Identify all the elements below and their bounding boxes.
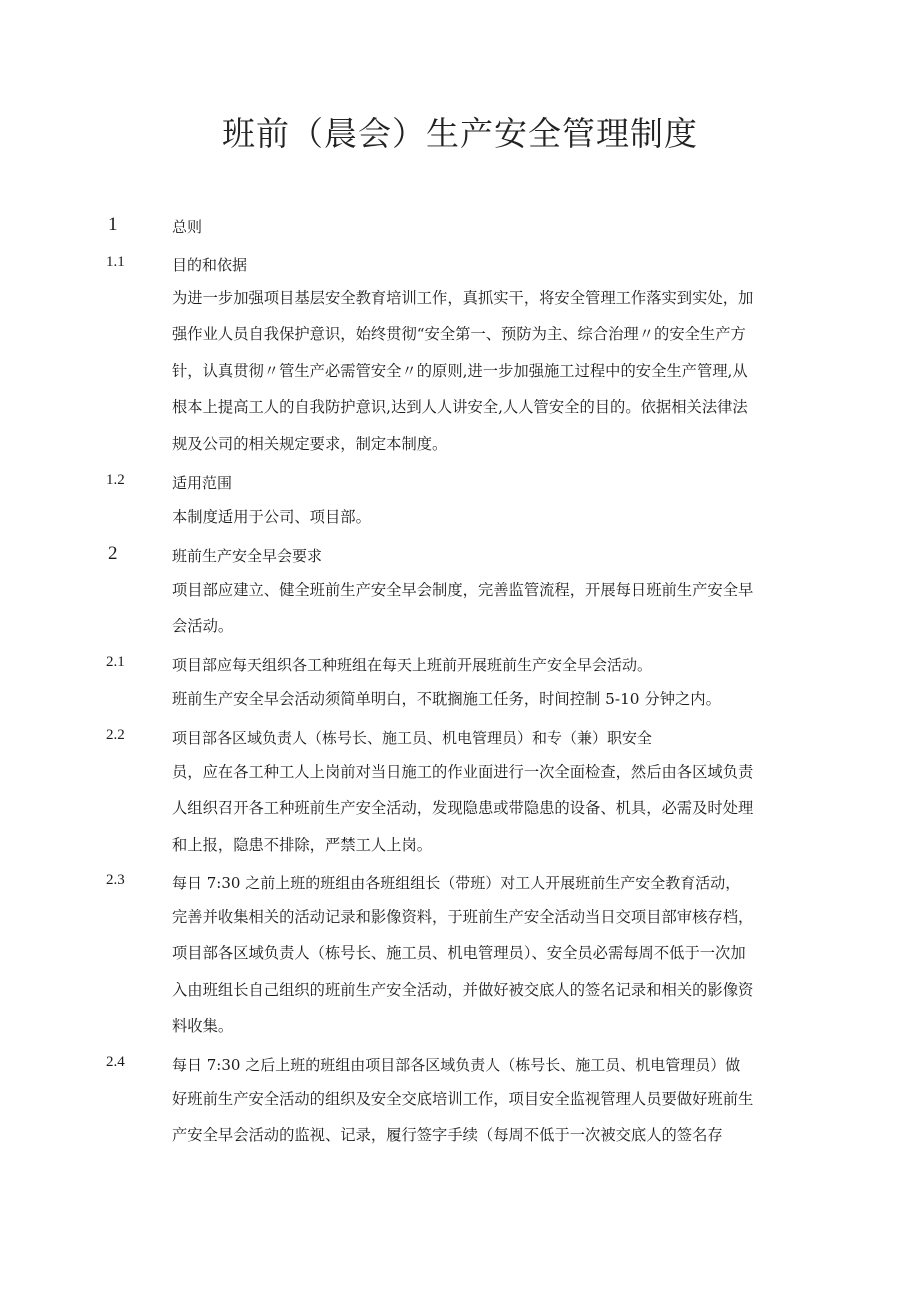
text-line: 入由班组长自己组织的班前生产安全活动，并做好被交底人的签名记录和相关的影像资 [172,980,754,999]
text-line: 规及公司的相关规定要求，制定本制度。 [172,434,448,453]
text-line: 产安全早会活动的监视、记录，履行签字手续（每周不低于一次被交底人的签名存 [172,1126,723,1145]
text-line: 班前生产安全早会活动须简单明白，不耽搁施工任务，时间控制 5-10 分钟之内。 [172,690,721,708]
section-number: 2.3 [106,872,125,888]
text-line: 好班前生产安全活动的组织及安全交底培训工作，项目安全监视管理人员要做好班前生 [172,1090,754,1108]
paragraph [172,681,824,717]
paragraph [172,1081,824,1154]
text-line: 员，应在各工种工人上岗前对当日施工的作业面进行一次全面检查，然后由各区域负责 [172,763,754,781]
paragraph [172,899,824,1045]
text-line: 强作业人员自我保护意识，始终贯彻“安全第一、预防为主、综合治理〃的安全生产方 [172,325,746,344]
section-number: 2 [108,543,118,564]
section-heading: 项目部应每天组织各工种班组在每天上班前开展班前生产安全早会活动。 [172,656,653,674]
section-number: 1.2 [106,472,125,488]
text-line: 完善并收集相关的活动记录和影像资料，于班前生产安全活动当日交项目部审核存档， [172,908,754,926]
section-heading: 每日 7:30 之后上班的班组由项目部各区域负责人（栋号长、施工员、机电管理员）做 [172,1056,741,1074]
section-heading: 总则 [172,218,203,236]
document-title: 班前（晨会）生产安全管理制度 [222,114,698,153]
section-number: 1.1 [106,254,125,270]
text-line: 本制度适用于公司、项目部。 [172,508,371,526]
section-number: 2.2 [106,727,125,743]
section-number: 2.4 [106,1054,125,1070]
text-line: 根本上提高工人的自我防护意识,达到人人讲安全,人人管安全的目的。依据相关法律法 [172,398,748,417]
text-line: 为进一步加强项目基层安全教育培训工作，真抓实干，将安全管理工作落实到实处，加 [172,289,754,307]
section-number: 2.1 [106,654,125,670]
text-line: 人组织召开各工种班前生产安全活动，发现隐患或带隐患的设备、机具，必需及时处理 [172,799,754,818]
text-line: 项目部各区域负责人（栋号长、施工员、机电管理员）、安全员必需每周不低于一次加 [172,944,746,963]
text-line: 针，认真贯彻〃管生产必需管安全〃的原则,进一步加强施工过程中的安全生产管理,从 [172,361,748,380]
text-line: 项目部应建立、健全班前生产安全早会制度，完善监管流程，开展每日班前生产安全早 [172,581,754,599]
paragraph [172,280,824,462]
section-heading: 班前生产安全早会要求 [172,547,323,565]
section-heading: 目的和依据 [172,256,248,274]
text-line: 和上报，隐患不排除，严禁工人上岗。 [172,835,433,854]
section-heading: 项目部各区域负责人（栋号长、施工员、机电管理员）和专（兼）职安全 [172,729,653,747]
paragraph [172,499,824,535]
text-line: 料收集。 [172,1017,234,1036]
paragraph [172,754,824,863]
section-heading: 每日 7:30 之前上班的班组由各班组组长（带班）对工人开展班前生产安全教育活动， [172,874,741,892]
text-line: 会活动。 [172,617,234,636]
paragraph [172,572,824,645]
section-number: 1 [108,214,118,235]
section-heading: 适用范围 [172,474,233,492]
